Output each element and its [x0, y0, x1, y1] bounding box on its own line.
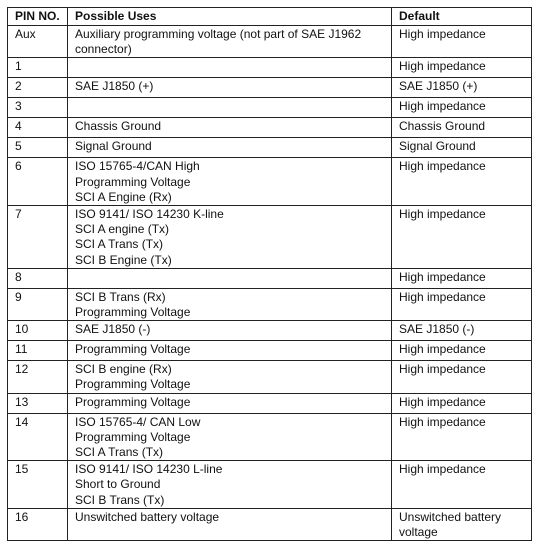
default-cell	[392, 26, 532, 58]
table-row	[8, 118, 532, 138]
possible-use-line: SAE J1850 (+)	[75, 79, 154, 94]
possible-use-line: Programming Voltage	[75, 377, 191, 392]
pin-number-cell: 8	[8, 268, 68, 288]
default-cell	[392, 461, 532, 509]
default-cell	[392, 206, 532, 269]
possible-use-line: Programming Voltage	[75, 394, 191, 409]
default-cell	[392, 393, 532, 413]
table-row	[8, 361, 532, 393]
possible-uses-cell	[68, 206, 392, 269]
possible-use-line: Signal Ground	[75, 139, 152, 154]
possible-use-line: SCI A engine (Tx)	[75, 222, 170, 237]
default-value-line: High impedance	[399, 207, 486, 222]
pin-number-cell: 1	[8, 58, 68, 78]
table-row	[8, 461, 532, 509]
pin-number-cell: 5	[8, 138, 68, 158]
default-value-line: High impedance	[399, 394, 486, 409]
possible-use-line: ISO 9141/ ISO 14230 K-line	[75, 207, 224, 222]
default-value-line: SAE J1850 (-)	[399, 322, 475, 337]
table-row	[8, 78, 532, 98]
possible-uses-cell	[68, 78, 392, 98]
table-row	[8, 321, 532, 341]
table-header	[8, 8, 532, 26]
possible-use-line: SAE J1850 (-)	[75, 322, 151, 337]
possible-uses-cell	[68, 341, 392, 361]
possible-uses-cell	[68, 26, 392, 58]
possible-use-line: SCI B engine (Rx)	[75, 362, 172, 377]
table-row	[8, 508, 532, 540]
possible-uses-cell	[68, 508, 392, 540]
table-body	[8, 26, 532, 541]
pin-table	[7, 7, 532, 541]
default-cell	[392, 78, 532, 98]
possible-use-line: Chassis Ground	[75, 119, 162, 134]
pin-number-cell: 12	[8, 361, 68, 393]
pin-number-cell: Aux	[8, 26, 68, 58]
header-possible-uses: Possible Uses	[68, 8, 392, 26]
table-row	[8, 98, 532, 118]
possible-use-line: SCI A Trans (Tx)	[75, 237, 164, 252]
table-row	[8, 58, 532, 78]
default-cell	[392, 98, 532, 118]
table-row	[8, 26, 532, 58]
table-row	[8, 413, 532, 461]
possible-use-line: Auxiliary programming voltage (not part of SAE J1962 connector)	[75, 27, 362, 57]
possible-use-line: SCI B Engine (Tx)	[75, 252, 172, 267]
possible-uses-cell	[68, 158, 392, 206]
default-value-line: Unswitched battery voltage	[399, 509, 502, 540]
possible-use-line: Short to Ground	[75, 477, 161, 492]
default-cell	[392, 341, 532, 361]
pin-number-cell: 14	[8, 413, 68, 461]
default-value-line: High impedance	[399, 59, 486, 74]
possible-use-line: SCI A Trans (Tx)	[75, 445, 164, 460]
default-cell	[392, 158, 532, 206]
default-cell	[392, 361, 532, 393]
default-value-line: High impedance	[399, 269, 486, 284]
pin-number-cell: 9	[8, 288, 68, 320]
default-value-line: High impedance	[399, 414, 486, 429]
possible-use-line: ISO 15765-4/ CAN Low	[75, 414, 201, 429]
default-cell	[392, 321, 532, 341]
possible-uses-cell	[68, 361, 392, 393]
default-cell	[392, 138, 532, 158]
table-row	[8, 393, 532, 413]
possible-uses-cell	[68, 461, 392, 509]
table-row	[8, 288, 532, 320]
default-cell	[392, 118, 532, 138]
header-pin-no: PIN NO.	[8, 8, 68, 26]
possible-uses-cell	[68, 268, 392, 288]
table-row	[8, 206, 532, 269]
default-value-line: High impedance	[399, 27, 486, 41]
possible-use-line: Unswitched battery voltage	[75, 509, 220, 524]
possible-use-line: SCI B Trans (Rx)	[75, 289, 166, 304]
possible-use-line: SCI B Trans (Tx)	[75, 492, 165, 507]
possible-uses-cell	[68, 288, 392, 320]
possible-uses-cell	[68, 118, 392, 138]
possible-uses-cell	[68, 413, 392, 461]
pin-number-cell: 6	[8, 158, 68, 206]
possible-use-line: ISO 9141/ ISO 14230 L-line	[75, 462, 223, 477]
default-value-line: High impedance	[399, 99, 486, 114]
default-value-line: High impedance	[399, 159, 486, 174]
default-cell	[392, 413, 532, 461]
header-default: Default	[392, 8, 532, 26]
pin-number-cell: 13	[8, 393, 68, 413]
possible-uses-cell	[68, 138, 392, 158]
possible-use-line: Programming Voltage	[75, 174, 191, 189]
possible-use-line: Programming Voltage	[75, 342, 191, 357]
possible-use-line: SCI A Engine (Rx)	[75, 189, 172, 204]
pin-number-cell: 16	[8, 508, 68, 540]
pin-number-cell: 15	[8, 461, 68, 509]
pin-number-cell: 10	[8, 321, 68, 341]
table-row	[8, 268, 532, 288]
default-cell	[392, 508, 532, 540]
possible-uses-cell	[68, 393, 392, 413]
table-row	[8, 138, 532, 158]
default-cell	[392, 58, 532, 78]
possible-uses-cell	[68, 58, 392, 78]
table-row	[8, 158, 532, 206]
possible-use-line: Programming Voltage	[75, 429, 191, 444]
pin-number-cell: 7	[8, 206, 68, 269]
header-row	[8, 8, 532, 26]
table-row	[8, 341, 532, 361]
default-value-line: High impedance	[399, 289, 486, 304]
pin-table-container	[7, 7, 532, 541]
pin-number-cell: 2	[8, 78, 68, 98]
default-value-line: High impedance	[399, 462, 486, 477]
possible-use-line: Programming Voltage	[75, 305, 191, 320]
default-value-line: Signal Ground	[399, 139, 476, 154]
possible-uses-cell	[68, 321, 392, 341]
pin-number-cell: 11	[8, 341, 68, 361]
pin-number-cell: 3	[8, 98, 68, 118]
pin-number-cell: 4	[8, 118, 68, 138]
default-value-line: High impedance	[399, 362, 486, 377]
default-cell	[392, 268, 532, 288]
default-value-line: High impedance	[399, 342, 486, 357]
possible-use-line: ISO 15765-4/CAN High	[75, 159, 200, 174]
default-cell	[392, 288, 532, 320]
default-value-line: Chassis Ground	[399, 119, 486, 134]
possible-uses-cell	[68, 98, 392, 118]
default-value-line: SAE J1850 (+)	[399, 79, 478, 94]
